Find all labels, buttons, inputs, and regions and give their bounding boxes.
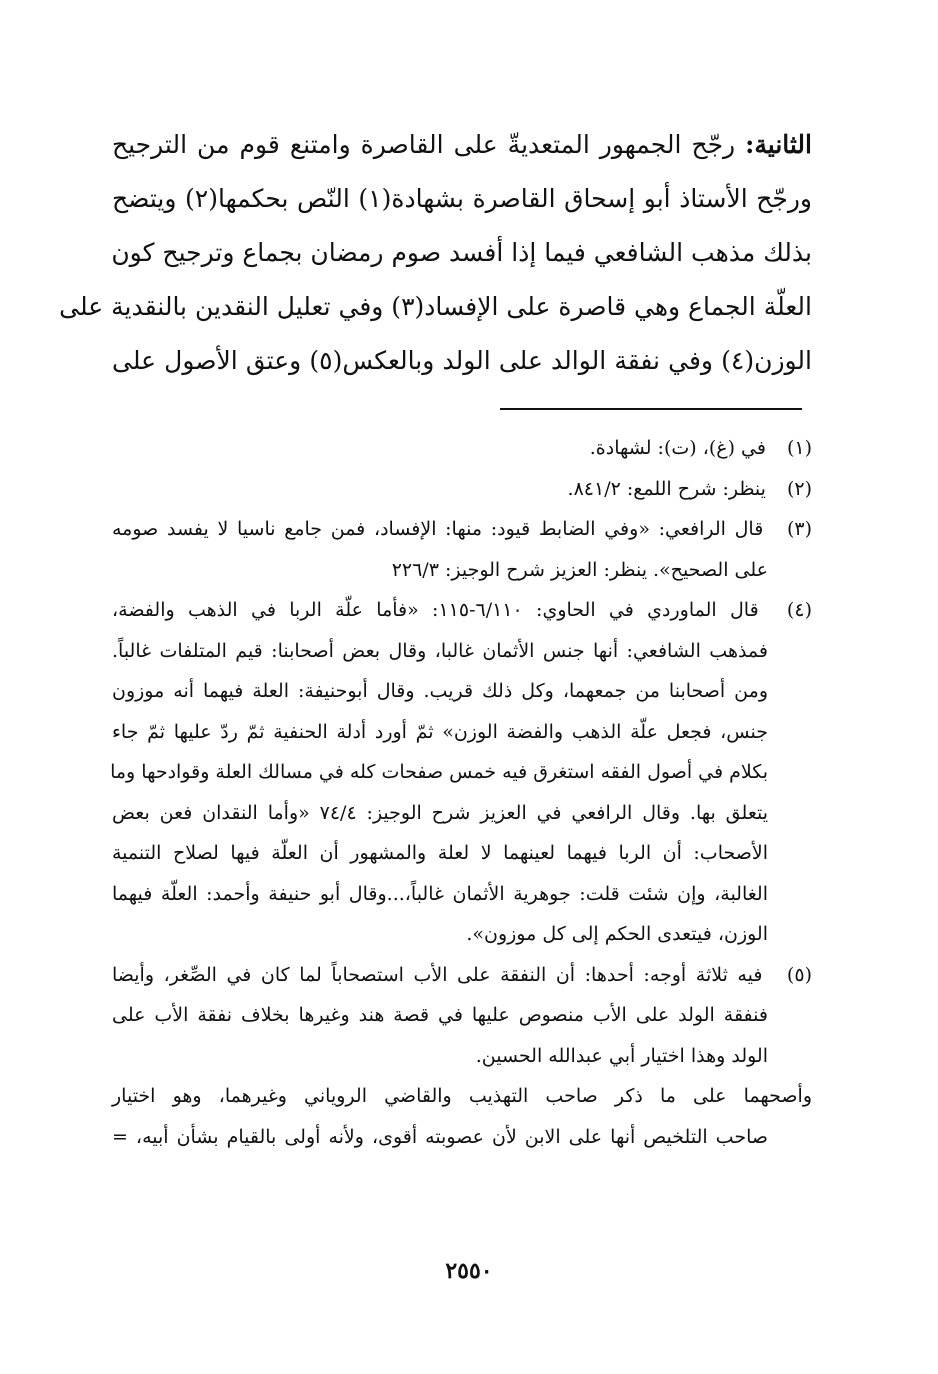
footnote-trailing	[112, 1076, 812, 1157]
footnote-text: ينظر: شرح اللمع: ٨٤١/٢.	[567, 477, 766, 500]
footnote-row: فمذهب الشافعي: أنها جنس الأثمان غالبا، وقال بعض أصحابنا: قيم المتلفات غالباً.	[112, 639, 768, 662]
footnote-row	[112, 428, 812, 469]
footnote-number: (٣)	[786, 518, 812, 540]
footnote-row: الوزن، فيتعدى الحكم إلى كل موزون».	[466, 923, 768, 945]
footnote-text: قال الرافعي: «وفي الضابط قيود: منها: الإفساد، فمن جامع ناسيا لا يفسد صومه	[112, 518, 764, 540]
main-line-4: العلّة الجماع وهي قاصرة على الإفساد(٣) وفي تعليل النقدين بالنقدية على	[59, 292, 812, 321]
footnote-text: في (غ)، (ت): لشهادة.	[589, 437, 766, 459]
footnote-number: (٢)	[786, 477, 812, 500]
footnote-1	[112, 428, 812, 469]
footnote-separator	[500, 408, 802, 410]
main-line-5: الوزن(٤) وفي نفقة الوالد على الولد وبالعكس(٥) وعتق الأصول على	[112, 346, 812, 375]
footnote-row: الغالبة، وإن شئت قلت: جوهرية الأثمان غالباً،...وقال أبو حنيفة وأحمد: العلّة فيهما	[112, 882, 768, 905]
footnote-row: ومن أصحابنا من جمعهما، وكل ذلك قريب. وقال أبوحنيفة: العلة فيهما أنه موزون	[112, 680, 768, 702]
footnote-number: (١)	[786, 437, 812, 459]
footnote-row	[112, 469, 812, 510]
footnote-row: وأصحهما على ما ذكر صاحب التهذيب والقاضي الروياني وغيرهما، وهو اختيار	[112, 1085, 812, 1107]
footnote-5	[112, 955, 812, 1077]
lead-word: الثانية:	[745, 130, 812, 159]
footnote-row: بكلام في أصول الفقه استغرق فيه خمس صفحات كله في مسالك العلة وقوادحها وما	[110, 761, 768, 783]
footnote-row: على الصحيح». ينظر: العزيز شرح الوجيز: ٢٢٦/٣	[391, 558, 768, 581]
footnote-row: يتعلق بها. وقال الرافعي في العزيز شرح الوجيز: ٧٤/٤ «وأما النقدان فعن بعض	[112, 801, 769, 824]
main-line-1	[112, 118, 812, 172]
footnote-number: (٤)	[786, 599, 812, 621]
footnote-row	[112, 590, 812, 631]
main-line-3: بذلك مذهب الشافعي فيما إذا أفسد صوم رمضان بجماع وترجيح كون	[111, 238, 812, 267]
footnote-2	[112, 469, 812, 510]
footnote-row: الولد وهذا اختيار أبي عبدالله الحسين.	[475, 1044, 768, 1067]
footnote-row	[112, 509, 812, 550]
footnote-text: قال الماوردي في الحاوي: ٦/١١٠-١١٥: «فأما علّة الربا في الذهب والفضة،	[112, 599, 759, 621]
main-line-2: ورجّح الأستاذ أبو إسحاق القاصرة بشهادة(١) النّص بحكمها(٢) ويتضح	[112, 184, 812, 213]
main-line-1-rest: رجّح الجمهور المتعديةّ على القاصرة وامتنع قوم من الترجيح	[112, 130, 736, 159]
footnote-row: فنفقة الولد على الأب منصوص عليها في قصة هند وغيرها بخلاف نفقة الأب على	[112, 1004, 768, 1026]
footnote-row	[112, 955, 812, 996]
footnote-row: صاحب التلخيص أنها على الابن لأن عصوبته أقوى، ولأنه أولى بالقيام بشأن أبيه، =	[112, 1125, 768, 1148]
footnote-number: (٥)	[786, 963, 812, 986]
footnote-text: فيه ثلاثة أوجه: أحدها: أن النفقة على الأب استصحاباً لما كان في الصِّغر، وأيضا	[112, 963, 763, 986]
footnote-row: جنس، فجعل علّة الذهب والفضة الوزن» ثمّ أورد أدلة الحنفية ثمّ ردّ عليها ثمّ جاء	[112, 720, 768, 743]
footnote-row: الأصحاب: أن الربا فيهما لعينهما لا لعلة والمشهور أن العلّة فيها لصلاح التنمية	[112, 842, 768, 864]
main-text	[59, 118, 812, 388]
footnote-3	[112, 509, 812, 590]
page-number: ٢٥٥٠	[445, 1258, 493, 1284]
footnote-4	[112, 590, 812, 955]
footnotes	[112, 428, 812, 1157]
